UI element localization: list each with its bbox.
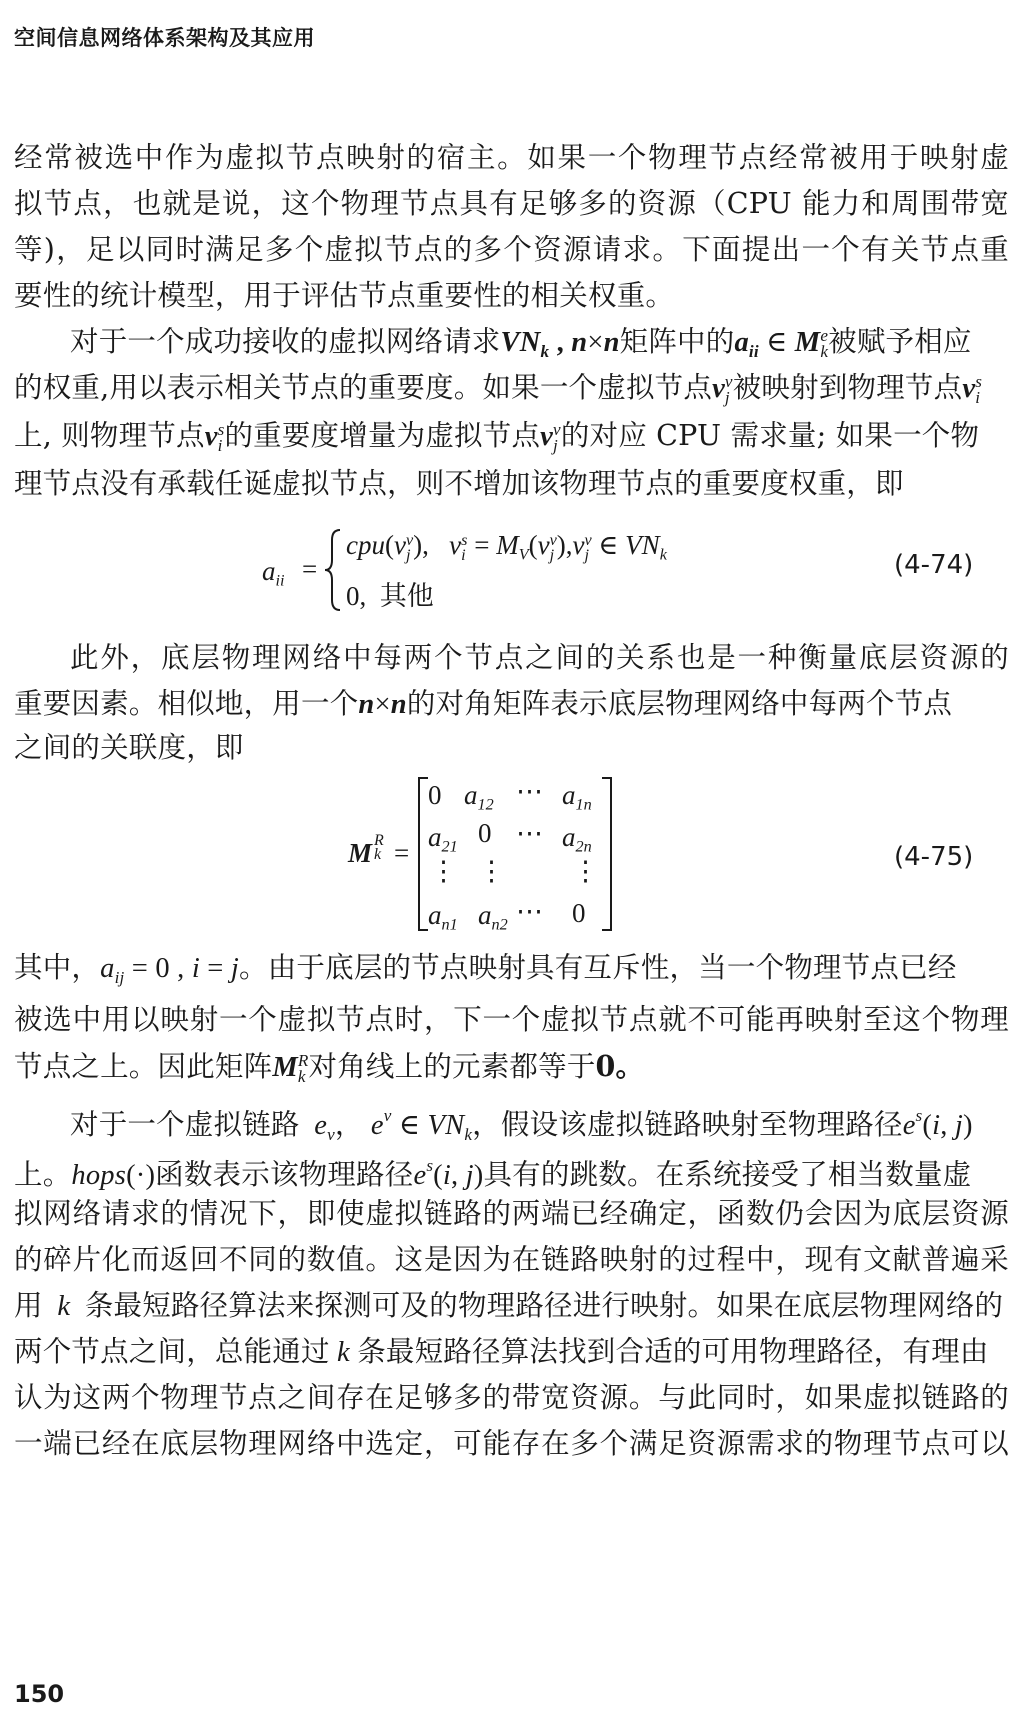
text-line: 理节点没有承载任诞虚拟节点，则不增加该物理节点的重要度权重，即 (14, 467, 904, 500)
text-fragment: 其中， (14, 951, 101, 984)
text-fragment: 的对应 CPU 需求量; 如果一个物 (560, 419, 980, 452)
text-fragment: 的重要度增量为虚拟节点 (224, 419, 541, 452)
text-fragment: 函数表示该物理路径 (155, 1157, 414, 1191)
text-fragment: 对于一个虚拟链路 (70, 1107, 300, 1141)
text-fragment: 两个节点之间，总能通过 (14, 1335, 330, 1368)
right-bracket-icon (600, 776, 614, 932)
text-fragment: 。由于底层的节点映射具有互斥性，当一个物理节点已经 (239, 951, 957, 984)
text-line: 的碎片化而返回不同的数值。这是因为在链路映射的过程中，现有文献普遍采 (14, 1243, 1009, 1276)
text-fragment: 矩阵中的 (619, 325, 735, 358)
text-line: 认为这两个物理节点之间存在足够多的带宽资源。与此同时，如果虚拟链路的 (14, 1381, 1009, 1414)
text-line: 对于一个虚拟链路 $e_v$， $e^v$ ∈ $VN_k$，假设该虚拟链路映射至物理路径$e^s(i$, j) (70, 1106, 973, 1144)
otherwise-text: 其他 (379, 581, 434, 612)
text-line: 要性的统计模型，用于评估节点重要性的相关权重。 (14, 279, 675, 312)
text-line: 一端已经在底层物理网络中选定，可能存在多个满足资源需求的物理节点可以 (14, 1427, 1009, 1460)
text-fragment: 的权重,用以表示相关节点的重要度。如果一个虚拟节点 (14, 371, 713, 404)
text-line: 上。hops(·)函数表示该物理路径$e^s(i$, j)具有的跳数。在系统接受了相当数量虚 (14, 1156, 972, 1191)
text-line: 之间的关联度，即 (14, 731, 244, 764)
text-line: 其中，$a_{ij} = 0$ , i = j。由于底层的节点映射具有互斥性，当一个物理节点已经 (14, 951, 957, 987)
equation-4-74: $a_{ii}$ = cpu(v v j ), v s i = $M_V(v$ v j ),v v j ∈ $VN_k$ 0, 其他 (262, 530, 667, 612)
otherwise-value: 0, (346, 581, 367, 611)
equation-number: (4-75) (894, 842, 974, 872)
equation-number: (4-74) (894, 550, 974, 580)
text-line: 重要因素。相似地，用一个n×n的对角矩阵表示底层物理网络中每两个节点 (14, 687, 953, 720)
text-line: 对于一个成功接收的虚拟网络请求$VN_k$ , n×n矩阵中的$a_{ii}$ ∈ M e k 被赋予相应 (70, 325, 972, 361)
text-fragment: 被映射到物理节点 (732, 371, 963, 404)
text-fragment: 重要因素。相似地，用一个 (14, 687, 359, 720)
text-fragment: 对角线上的元素都等于 (308, 1050, 596, 1083)
text-fragment: 条最短路径算法找到合适的可用物理路径，有理由 (357, 1335, 989, 1368)
running-header: 空间信息网络体系架构及其应用 (14, 26, 315, 50)
text-line: 节点之上。因此矩阵M R k 对角线上的元素都等于0。 (14, 1049, 645, 1086)
text-fragment: 上, 则物理节点 (14, 419, 205, 452)
equation-4-75: M R k = 0 $a_{12}$ ⋯ $a_{1n}$ $a_{21}$ 0 ⋯ $a_{2n}$ ⋮ ⋮ ⋮ $a_{n1}$ $a_{n2}$ ⋯ 0 (348, 776, 648, 936)
text-fragment: 上。 (14, 1157, 72, 1191)
text-fragment: 条最短路径算法来探测可及的物理路径进行映射。如果在底层物理网络的 (84, 1289, 1004, 1322)
function-name: cpu (346, 530, 385, 560)
text-fragment: 节点之上。因此矩阵 (14, 1050, 273, 1083)
page-number: 150 (14, 1680, 65, 1708)
left-brace-icon (322, 528, 344, 612)
text-fragment: 被赋予相应 (828, 325, 972, 358)
text-line: 被选中用以映射一个虚拟节点时，下一个虚拟节点就不可能再映射至这个物理 (14, 1003, 1009, 1036)
text-line: 用 k 条最短路径算法来探测可及的物理路径进行映射。如果在底层物理网络的 (14, 1289, 1004, 1322)
text-line: 此外，底层物理网络中每两个节点之间的关系也是一种衡量底层资源的 (70, 641, 1009, 674)
text-fragment: 的对角矩阵表示底层物理网络中每两个节点 (406, 687, 953, 720)
text-line: 拟网络请求的情况下，即使虚拟链路的两端已经确定，函数仍会因为底层资源 (14, 1197, 1009, 1230)
text-line: 等)，足以同时满足多个虚拟节点的多个资源请求。下面提出一个有关节点重 (14, 233, 1009, 266)
text-fragment: 0。 (595, 1049, 645, 1083)
text-line: 经常被选中作为虚拟节点映射的宿主。如果一个物理节点经常被用于映射虚 (14, 141, 1009, 174)
text-fragment: 用 (14, 1289, 43, 1322)
text-fragment: 对于一个成功接收的虚拟网络请求 (70, 325, 501, 358)
text-line: 两个节点之间，总能通过 k 条最短路径算法找到合适的可用物理路径，有理由 (14, 1335, 989, 1368)
text-fragment: 具有的跳数。在系统接受了相当数量虚 (483, 1157, 972, 1191)
text-line: 上, 则物理节点v s i 的重要度增量为虚拟节点v v j 的对应 CPU 需求量; 如果一个物 (14, 419, 980, 455)
text-line: 的权重,用以表示相关节点的重要度。如果一个虚拟节点v v j 被映射到物理节点v s i (14, 371, 983, 407)
text-fragment: ，假设该虚拟链路映射至物理路径 (472, 1107, 903, 1141)
text-line: 拟节点，也就是说，这个物理节点具有足够多的资源（CPU 能力和周围带宽 (14, 187, 1009, 220)
